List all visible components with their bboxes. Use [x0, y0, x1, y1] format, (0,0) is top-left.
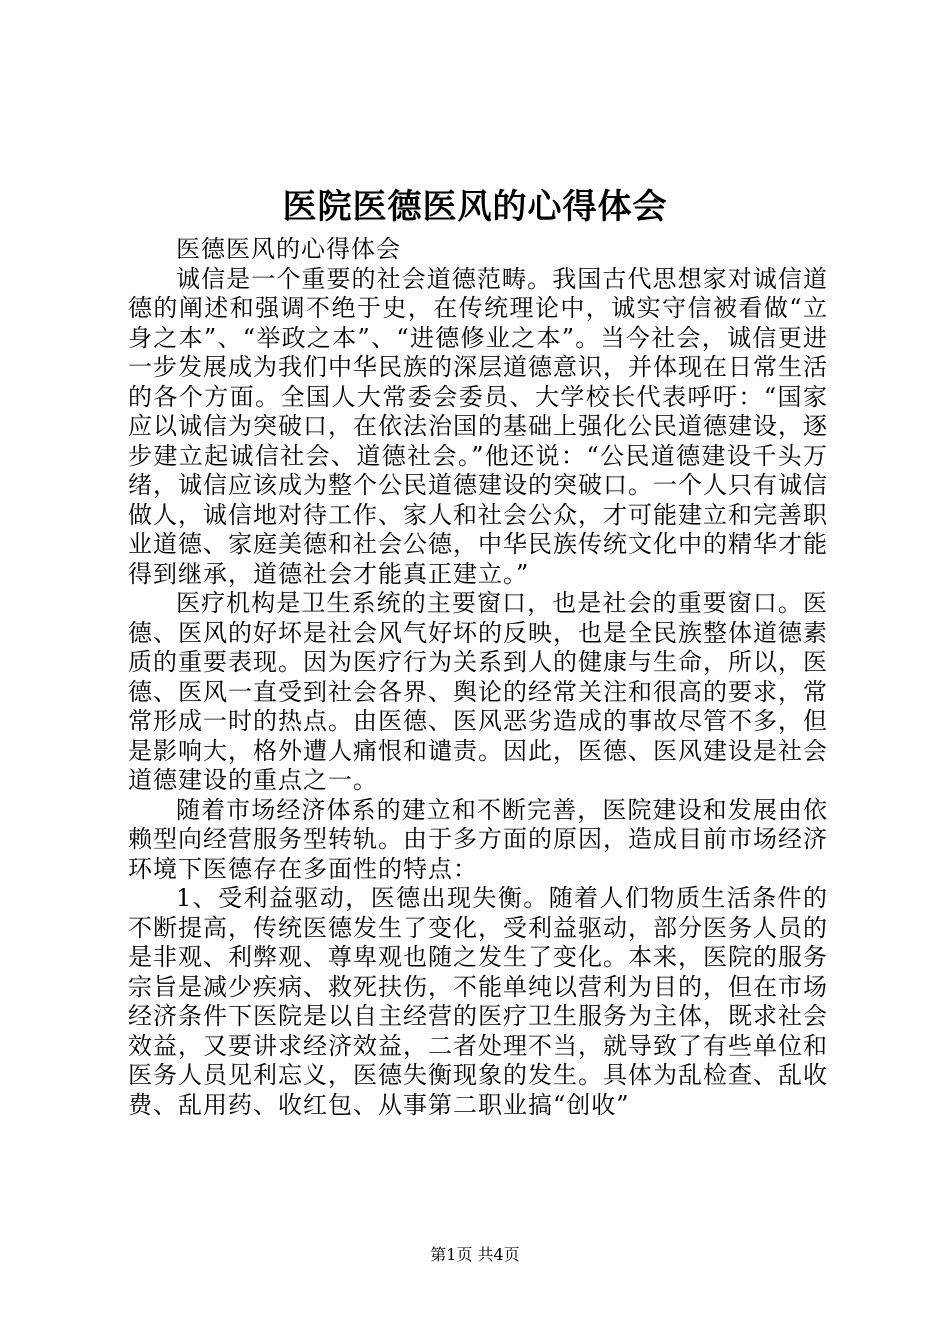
body-paragraph: 医疗机构是卫生系统的主要窗口，也是社会的重要窗口。医德、医风的好坏是社会风气好坏的反映，也是全民族整体道德素质的重要表现。因为医疗行为关系到人的健康与生命，所以，医德、医风一直受到社会各界、舆论的经常关注和很高的要求，常常形成一时的热点。由医德、医风恶劣造成的事故尽管不多，但是影响大，格外遭人痛恨和谴责。因此，医德、医风建设是社会道德建设的重点之一。 [128, 589, 828, 794]
body-subtitle: 医德医风的心得体会 [176, 235, 401, 263]
document-title: 医院医德医风的心得体会 [282, 187, 668, 227]
page-number-footer: 第1页 共4页 [430, 1245, 520, 1264]
body-paragraph: 1、受利益驱动，医德出现失衡。随着人们物质生活条件的不断提高，传统医德发生了变化，受利益驱动，部分医务人员的是非观、利弊观、尊卑观也随之发生了变化。本来，医院的服务宗旨是减少疾病、救死扶伤，不能单纯以营利为目的，但在市场经济条件下医院是以自主经营的医疗卫生服务为主体，既求社会效益，又要讲求经济效益，二者处理不当，就导致了有些单位和医务人员见利忘义，医德失衡现象的发生。具体为乱检查、乱收费、乱用药、收红包、从事第二职业搞“创收” [128, 884, 828, 1119]
body-paragraph: 诚信是一个重要的社会道德范畴。我国古代思想家对诚信道德的阐述和强调不绝于史，在传统理论中，诚实守信被看做“立身之本”、“举政之本”、“进德修业之本”。当今社会，诚信更进一步发展成为我们中华民族的深层道德意识，并体现在日常生活的各个方面。全国人大常委会委员、大学校长代表呼吁：“国家应以诚信为突破口，在依法治国的基础上强化公民道德建设，逐步建立起诚信社会、道德社会。”他还说：“公民道德建设千头万绪，诚信应该成为整个公民道德建设的突破口。一个人只有诚信做人，诚信地对待工作、家人和社会公众，才可能建立和完善职业道德、家庭美德和社会公德，中华民族传统文化中的精华才能得到继承，道德社会才能真正建立。” [128, 264, 828, 588]
document-body [128, 235, 828, 1120]
body-paragraph: 随着市场经济体系的建立和不断完善，医院建设和发展由依赖型向经营服务型转轨。由于多方面的原因，造成目前市场经济环境下医德存在多面性的特点： [128, 795, 828, 883]
